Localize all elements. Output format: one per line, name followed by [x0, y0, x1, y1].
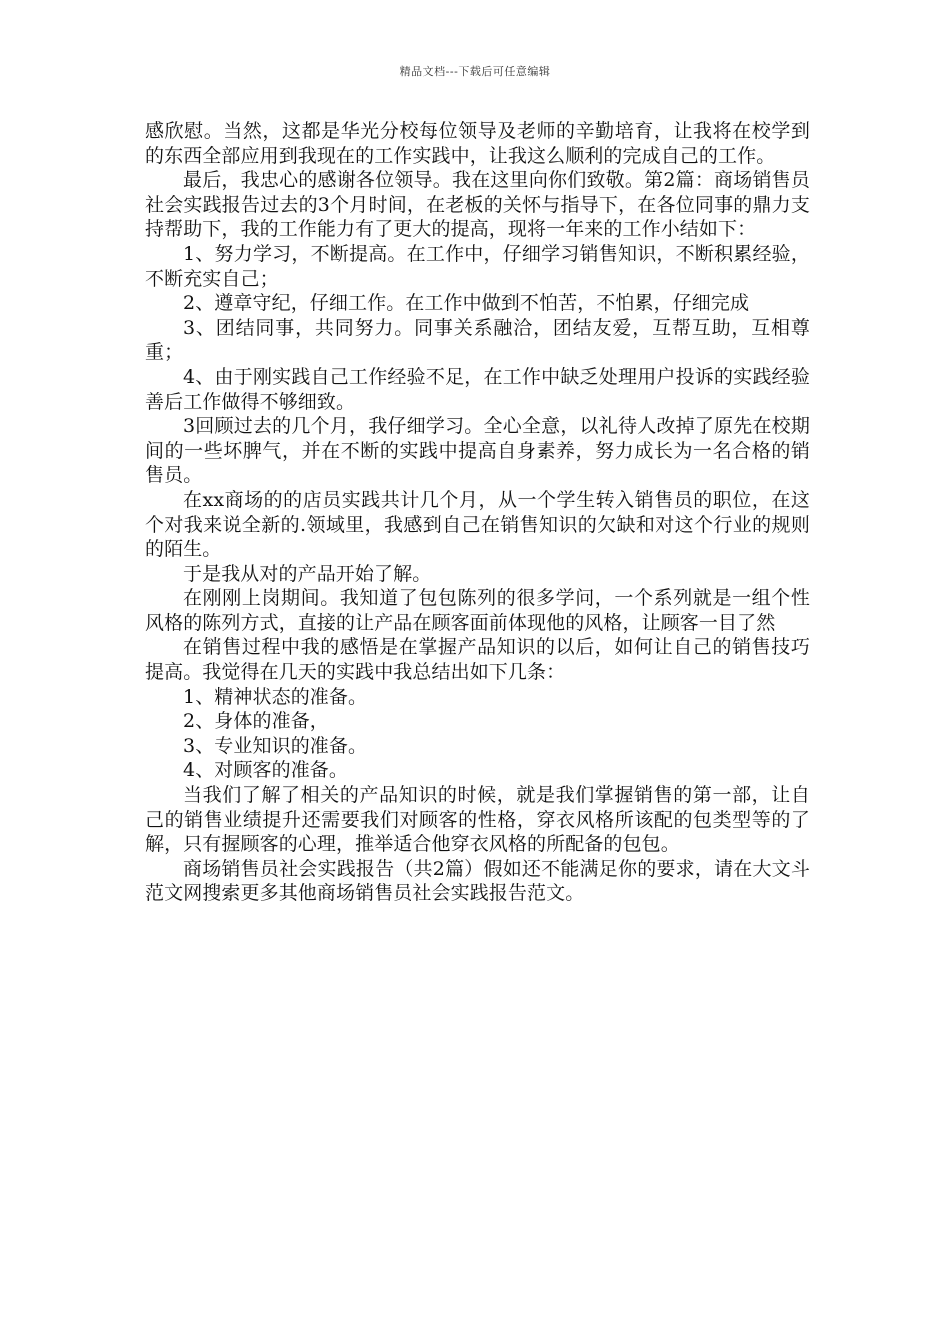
page-header: 精品文档---下载后可任意编辑 [399, 65, 551, 78]
paragraph-9: 商场销售员社会实践报告（共2篇）假如还不能满足你的要求，请在大文斗范文网搜索更多其他商场销售员社会实践报告范文。 [145, 857, 810, 905]
paragraph-4: 在xx商场的的店员实践共计几个月，从一个学生转入销售员的职位，在这个对我来说全新的.领域里，我感到自己在销售知识的欠缺和对这个行业的规则的陌生。 [145, 488, 810, 561]
document-body [145, 119, 810, 906]
paragraph-5: 于是我从对的产品开始了解。 [183, 562, 432, 585]
paragraph-2: 最后，我忠心的感谢各位领导。我在这里向你们致敬。第2篇：商场销售员社会实践报告过去的3个月时间，在老板的关怀与指导下，在各位同事的鼎力支持帮助下，我的工作能力有了更大的提高，现将一年来的工作小结如下： [145, 169, 810, 241]
paragraph-3: 3回顾过去的几个月，我仔细学习。全心全意，以礼待人改掉了原先在校期间的一些坏脾气，并在不断的实践中提高自身素养，努力成长为一名合格的销售员。 [145, 415, 810, 487]
list-item-6: 2、身体的准备， [183, 710, 329, 733]
list-item-8: 4、对顾客的准备。 [183, 759, 348, 782]
list-item-5: 1、精神状态的准备。 [183, 685, 368, 708]
paragraph-1: 感欣慰。当然，这都是华光分校每位领导及老师的辛勤培育，让我将在校学到的东西全部应用到我现在的工作实践中，让我这么顺利的完成自己的工作。 [145, 120, 810, 167]
paragraph-6: 在刚刚上岗期间。我知道了包包陈列的很多学问，一个系列就是一组个性风格的陈列方式，直接的让产品在顾客面前体现他的风格，让顾客一目了然 [145, 587, 810, 634]
paragraph-8: 当我们了解了相关的产品知识的时候，就是我们掌握销售的第一部，让自己的销售业绩提升还需要我们对顾客的性格，穿衣风格所该配的包类型等的了解，只有握顾客的心理，推举适合他穿衣风格的所配备的包包。 [145, 784, 810, 856]
list-item-7: 3、专业知识的准备。 [183, 734, 368, 757]
list-item-3: 3、团结同事，共同努力。同事关系融洽，团结友爱，互帮互助，互相尊重； [145, 316, 810, 364]
list-item-4: 4、由于刚实践自己工作经验不足，在工作中缺乏处理用户投诉的实践经验善后工作做得不够细致。 [145, 365, 810, 413]
list-item-1: 1、努力学习，不断提高。在工作中，仔细学习销售知识，不断积累经验，不断充实自己； [145, 242, 810, 290]
list-item-2: 2、遵章守纪，仔细工作。在工作中做到不怕苦，不怕累，仔细完成 [183, 292, 750, 315]
paragraph-7: 在销售过程中我的感悟是在掌握产品知识的以后，如何让自己的销售技巧提高。我觉得在几天的实践中我总结出如下几条： [145, 636, 810, 684]
